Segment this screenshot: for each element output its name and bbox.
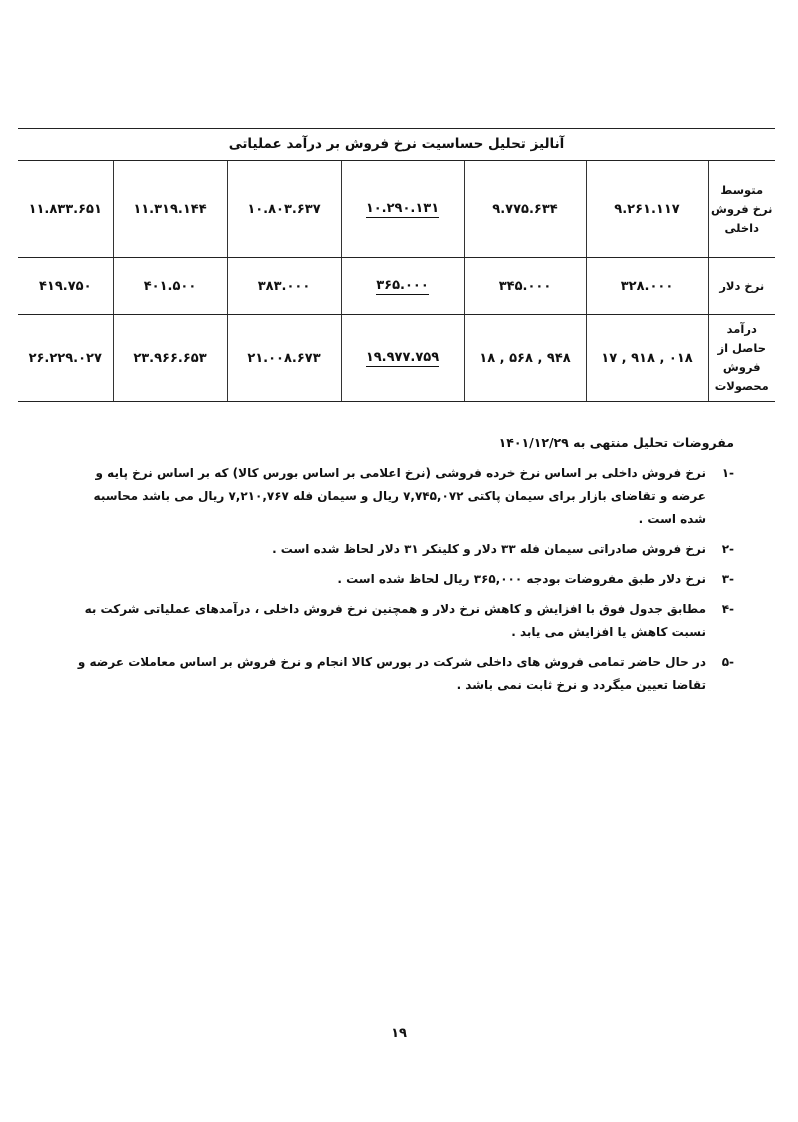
table-cell: ۱۱.۸۳۳.۶۵۱ xyxy=(18,161,113,258)
table-cell-base: ۱۰.۲۹۰.۱۳۱ xyxy=(341,161,464,258)
table-cell: ۳۲۸.۰۰۰ xyxy=(586,258,708,315)
table-cell: ۳۸۳.۰۰۰ xyxy=(227,258,341,315)
sensitivity-table xyxy=(18,161,775,402)
table-row-dollar-rate xyxy=(18,258,775,315)
assumption-note xyxy=(70,568,734,591)
table-title: آنالیز تحلیل حساسیت نرخ فروش بر درآمد عملیاتی xyxy=(18,129,775,161)
table-cell-base: ۳۶۵.۰۰۰ xyxy=(341,258,464,315)
assumption-note xyxy=(70,651,734,697)
sensitivity-table-section xyxy=(18,128,775,402)
table-cell: ۹.۷۷۵.۶۳۴ xyxy=(464,161,586,258)
table-cell: ۱۷ , ۹۱۸ , ۰۱۸ xyxy=(586,315,708,402)
table-cell: ۱۸ , ۵۶۸ , ۹۴۸ xyxy=(464,315,586,402)
note-number: -۲ xyxy=(721,542,734,556)
note-number: -۳ xyxy=(721,572,734,586)
note-text: مطابق جدول فوق با افزایش و کاهش نرخ دلار و همچنین نرخ فروش داخلی ، درآمدهای عملیاتی شرکت به نسبت کاهش یا افزایش می یابد . xyxy=(84,602,706,639)
table-cell: ۹.۲۶۱.۱۱۷ xyxy=(586,161,708,258)
note-number: -۵ xyxy=(721,655,734,669)
table-cell-base: ۱۹.۹۷۷.۷۵۹ xyxy=(341,315,464,402)
assumptions-section xyxy=(70,435,734,704)
assumption-note xyxy=(70,538,734,561)
table-cell: ۲۳.۹۶۶.۶۵۳ xyxy=(113,315,227,402)
table-row-revenue xyxy=(18,315,775,402)
note-text: نرخ فروش صادراتی سیمان فله ۳۳ دلار و کلینکر ۳۱ دلار لحاظ شده است . xyxy=(272,542,706,556)
table-cell: ۴۱۹.۷۵۰ xyxy=(18,258,113,315)
row-label-dollar-rate: نرخ دلار xyxy=(708,258,775,315)
table-cell: ۳۴۵.۰۰۰ xyxy=(464,258,586,315)
page-number: ۱۹ xyxy=(391,1026,407,1041)
row-label-domestic-price: متوسط نرخ فروش داخلی xyxy=(708,161,775,258)
note-text: نرخ فروش داخلی بر اساس نرخ خرده فروشی (نرخ اعلامی بر اساس بورس کالا) که بر اساس نرخ پایه و عرضه و تقاضای بازار برای سیمان پاکتی ۷,۷۴۵,۰۷۲ ریال و سیمان فله ۷,۲۱۰,۷۶۷ ریال می باشد محاسبه شده است . xyxy=(93,466,706,526)
row-label-revenue: درآمد حاصل از فروش محصولات xyxy=(708,315,775,402)
table-cell: ۴۰۱.۵۰۰ xyxy=(113,258,227,315)
note-text: در حال حاضر تمامی فروش های داخلی شرکت در بورس کالا انجام و نرخ فروش بر اساس معاملات عرضه و تقاضا تعیین میگردد و نرخ ثابت نمی باشد . xyxy=(77,655,706,692)
table-cell: ۱۰.۸۰۳.۶۳۷ xyxy=(227,161,341,258)
table-row-domestic-price xyxy=(18,161,775,258)
note-number: -۱ xyxy=(721,466,734,480)
table-cell: ۲۱.۰۰۸.۶۷۳ xyxy=(227,315,341,402)
assumption-note xyxy=(70,598,734,644)
note-text: نرخ دلار طبق مفروضات بودجه ۳۶۵,۰۰۰ ریال لحاظ شده است . xyxy=(337,572,706,586)
note-number: -۴ xyxy=(721,602,734,616)
table-cell: ۲۶.۲۲۹.۰۲۷ xyxy=(18,315,113,402)
table-cell: ۱۱.۳۱۹.۱۴۴ xyxy=(113,161,227,258)
assumption-note xyxy=(70,462,734,531)
assumptions-heading: مفروضات تحلیل منتهی به ۱۴۰۱/۱۲/۲۹ xyxy=(498,435,734,450)
